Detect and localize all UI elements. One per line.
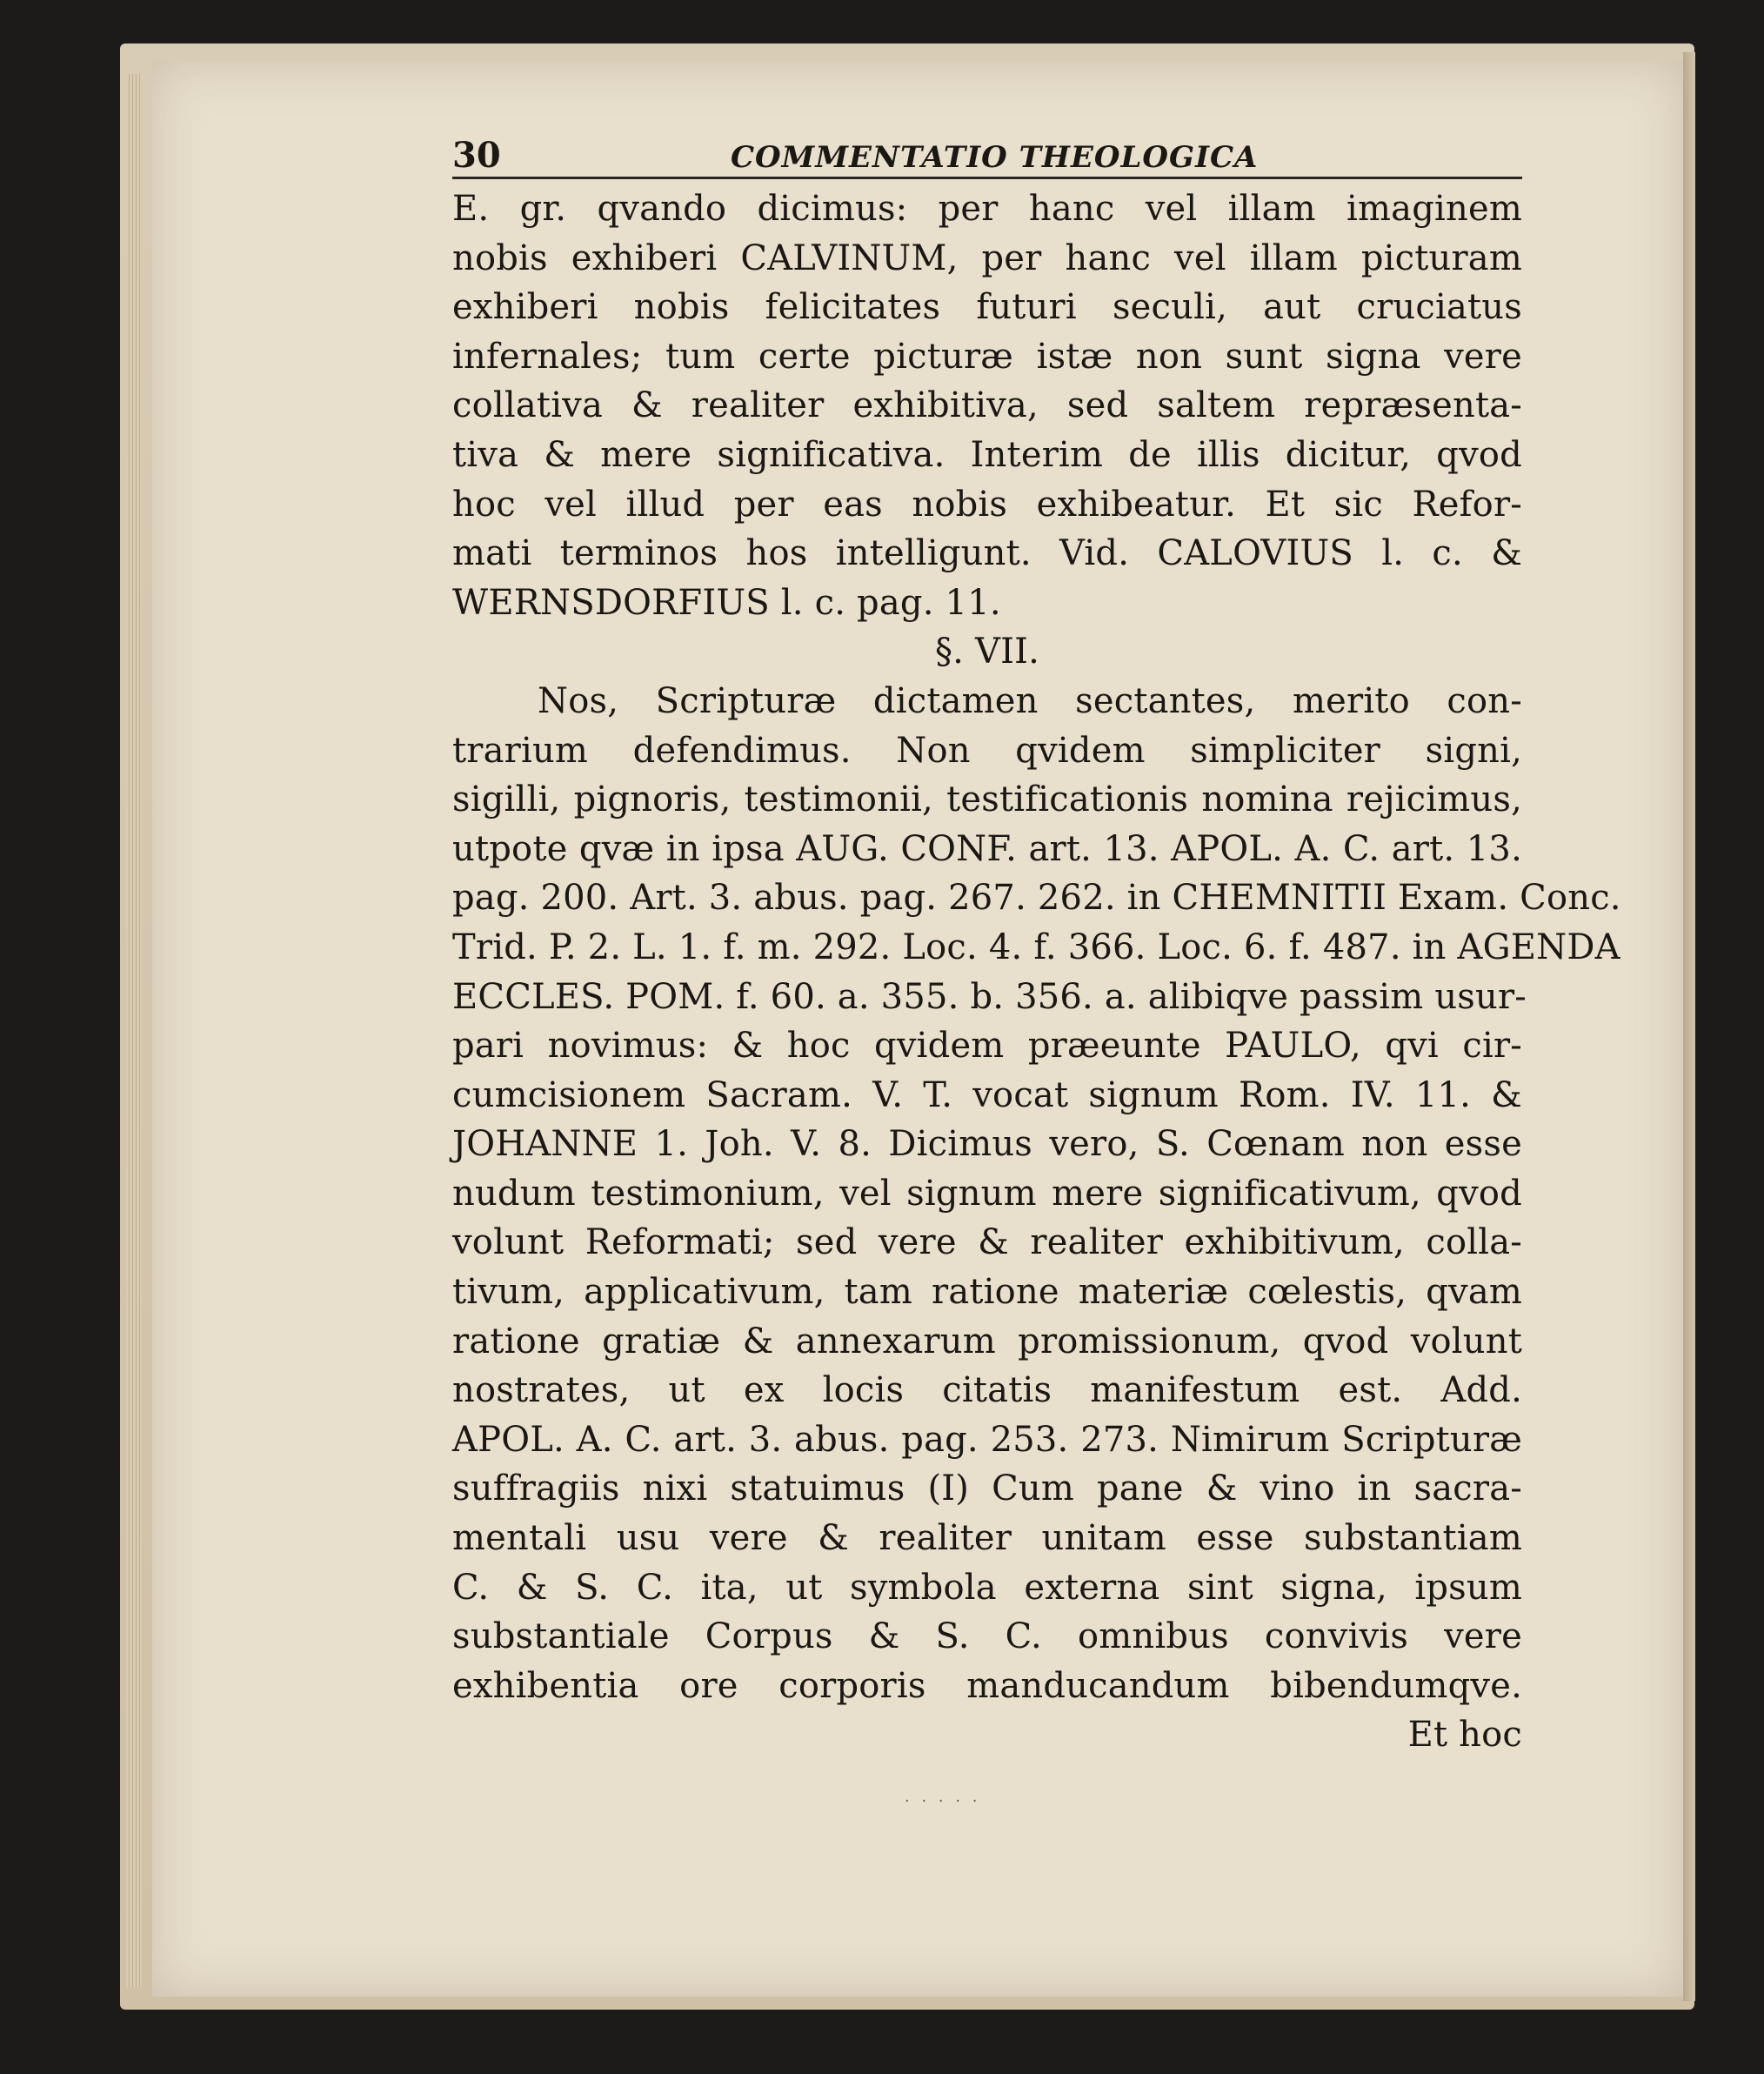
text-line: hoc vel illud per eas nobis exhibeatur. Et sic Refor- (452, 484, 1522, 525)
text-line: tiva & mere significativa. Interim de illis dicitur, qvod (452, 434, 1522, 475)
text-line: pari novimus: & hoc qvidem præeunte PAULO, qvi cir- (452, 1026, 1522, 1067)
text-line: pag. 200. Art. 3. abus. pag. 267. 262. in CHEMNITII Exam. Conc. (452, 878, 1621, 919)
text-line: nobis exhiberi CALVINUM, per hanc vel illam picturam (452, 238, 1522, 278)
text-line: exhibentia ore corporis manducandum bibendumqve. (452, 1665, 1522, 1706)
text-line: substantiale Corpus & S. C. omnibus convivis vere (452, 1616, 1522, 1657)
text-line: cumcisionem Sacram. V. T. vocat signum Rom. IV. 11. & (452, 1074, 1522, 1115)
catchword: Et hoc (1407, 1715, 1522, 1756)
facing-page-edge (1683, 52, 1695, 2001)
text-line: ECCLES. POM. f. 60. a. 355. b. 356. a. alibiqve passim usur- (452, 976, 1527, 1017)
signature-mark: · · · · · (905, 1792, 981, 1810)
text-line: E. gr. qvando dicimus: per hanc vel illam imaginem (452, 189, 1522, 229)
text-line: volunt Reformati; sed vere & realiter exhibitivum, colla- (452, 1222, 1522, 1263)
text-line: mati terminos hos intelligunt. Vid. CALOVIUS l. c. & (452, 533, 1522, 574)
text-line: utpote qvæ in ipsa AUG. CONF. art. 13. APOL. A. C. art. 13. (452, 828, 1522, 869)
text-line: JOHANNE 1. Joh. V. 8. Dicimus vero, S. Cœnam non esse (452, 1124, 1522, 1165)
page-number: 30 (452, 135, 501, 176)
text-line: nostrates, ut ex locis citatis manifestum est. Add. (452, 1370, 1522, 1411)
text-line: ratione gratiæ & annexarum promissionum, qvod volunt (452, 1321, 1522, 1361)
text-line: C. & S. C. ita, ut symbola externa sint signa, ipsum (452, 1567, 1522, 1608)
text-line: trarium defendimus. Non qvidem simpliciter signi, (452, 730, 1522, 771)
page-stack-edge (126, 74, 142, 1988)
text-line: suffragiis nixi statuimus (I) Cum pane & vino in sacra- (452, 1469, 1522, 1509)
text-line: mentali usu vere & realiter unitam esse substantiam (452, 1518, 1522, 1559)
running-head: COMMENTATIO THEOLOGICA (731, 140, 1259, 175)
text-block (452, 135, 1621, 1760)
text-line: APOL. A. C. art. 3. abus. pag. 253. 273. Nimirum Scripturæ (452, 1419, 1522, 1460)
text-line: Nos, Scripturæ dictamen sectantes, merito con- (538, 680, 1522, 721)
text-line: collativa & realiter exhibitiva, sed saltem repræsenta- (452, 385, 1522, 426)
text-line: WERNSDORFIUS l. c. pag. 11. (452, 582, 1001, 623)
page-header (452, 135, 1522, 179)
text-line: exhiberi nobis felicitates futuri seculi, aut cruciatus (452, 287, 1522, 328)
text-line: tivum, applicativum, tam ratione materiæ cœlestis, qvam (452, 1272, 1522, 1313)
text-line: nudum testimonium, vel signum mere significativum, qvod (452, 1173, 1522, 1214)
text-line: sigilli, pignoris, testimonii, testificationis nomina rejicimus, (452, 779, 1522, 820)
section-heading: §. VII. (934, 632, 1040, 672)
text-line: infernales; tum certe picturæ istæ non sunt signa vere (452, 336, 1522, 377)
text-line: Trid. P. 2. L. 1. f. m. 292. Loc. 4. f. 366. Loc. 6. f. 487. in AGENDA (452, 927, 1620, 967)
